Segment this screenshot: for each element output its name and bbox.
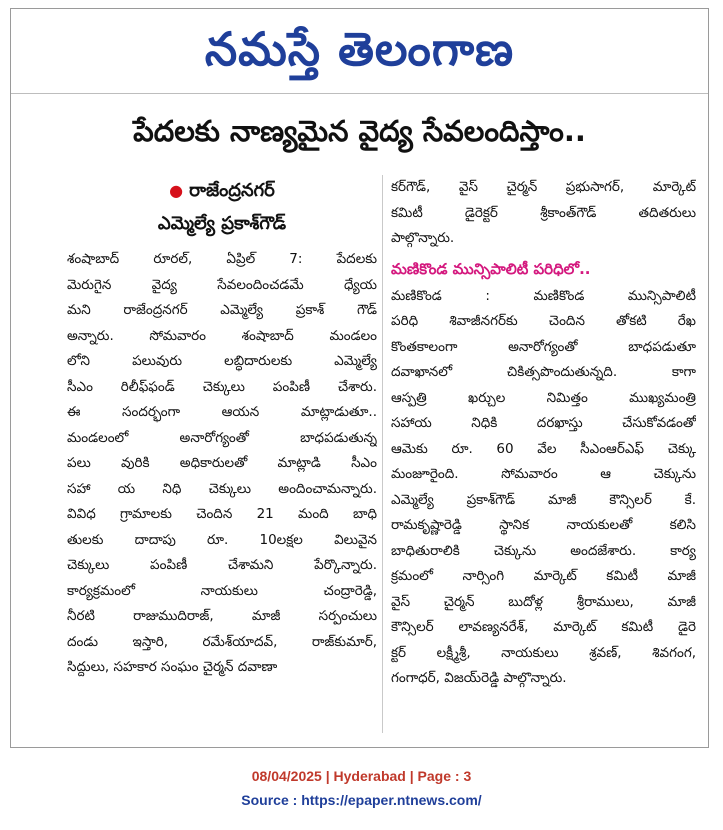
text-line: పరిధి శివాజీనగర్‌కు చెందిన తోకటి రేఖ: [391, 313, 696, 329]
right-bottom-text: [391, 284, 696, 692]
text-line: మంజూరైంది. సోమవారం ఆ చెక్కును: [391, 466, 696, 482]
text-line: సహాయ నిధికి దరఖాస్తు చేసుకోవడంతో: [391, 415, 696, 431]
text-line: వివిధ గ్రామాలకు చెందిన 21 మంది బాధి: [67, 506, 377, 522]
text-line: కౌన్సిలర్ లావణ్యనరేశ్, మార్కెట్ కమిటీ డైరె: [391, 619, 696, 635]
text-line: ఆస్పత్రి ఖర్చుల నిమిత్తం ముఖ్యమంత్రి: [391, 389, 696, 406]
epaper-clipping: [10, 8, 709, 748]
footer-dateline: 08/04/2025 | Hyderabad | Page : 3: [251, 768, 472, 784]
text-line: నీరటి రాజుముదిరాజ్, మాజీ సర్పంచులు: [67, 608, 377, 624]
text-line: కమిటీ డైరెక్టర్ శ్రీకాంత్‌గౌడ్ తదితరులు: [391, 204, 696, 221]
newspaper-masthead: నమస్తే తెలంగాణ: [204, 22, 515, 76]
text-line: సిద్దులు, సహకార సంఘం చైర్మన్ దవాణా: [67, 659, 278, 675]
text-line: మండలంలో అనారోగ్యంతో బాధపడుతున్న: [67, 429, 377, 446]
text-line: వైస్ చైర్మన్ బుదోళ్ల శ్రీరాములు, మాజీ: [391, 593, 696, 610]
text-line: దండు ఇస్తారి, రమేశ్‌యాదవ్, రాజ్‌కుమార్,: [67, 633, 377, 650]
text-line: ఈ సందర్భంగా ఆయన మాట్లాడుతూ..: [67, 404, 377, 420]
text-line: శంషాబాద్ రూరల్, ఏప్రిల్ 7: పేదలకు: [67, 251, 377, 267]
text-line: అన్నారు. సోమవారం శంషాబాద్ మండలం: [67, 327, 377, 344]
location-tag: [67, 175, 377, 207]
text-line: దవాఖానలో చికిత్సపొందుతున్నది. కాగా: [391, 364, 696, 380]
text-line: మణికొండ : మణికొండ మున్సిపాలిటీ: [391, 287, 696, 304]
masthead-divider: [11, 93, 708, 94]
text-line: కొంతకాలంగా అనారోగ్యంతో బాధపడుతూ: [391, 338, 696, 355]
text-line: కర్‌గౌడ్, వైస్ చైర్మన్ ప్రభుసాగర్, మార్కెట్: [391, 179, 696, 195]
text-line: బాధితురాలికి చెక్కును అందజేశారు. కార్య: [391, 542, 696, 559]
text-line: సీఎం రిలీఫ్‌ఫండ్ చెక్కులు పంపిణీ చేశారు.: [67, 378, 377, 395]
text-line: పలు వురికి అధికారులతో మాట్లాడి సీఎం: [67, 455, 377, 471]
text-line: ఆమెకు రూ. 60 వేల సీఎంఆర్‌ఎఫ్ చెక్కు: [391, 440, 696, 457]
bullet-dot-icon: ●: [169, 181, 184, 200]
text-line: రామకృష్ణారెడ్డి స్థానిక నాయకులతో కలిసి: [391, 517, 696, 533]
text-line: చెక్కులు పంపిణీ చేశామని పేర్కొన్నారు.: [67, 557, 377, 573]
page-footer: [0, 764, 723, 812]
text-line: మెరుగైన వైద్య సేవలందించడమే ధ్యేయ: [67, 276, 377, 293]
article-headline: పేదలకు నాణ్యమైన వైద్య సేవలందిస్తాం..: [133, 114, 586, 148]
location-tag-text: రాజేంద్రనగర్: [189, 180, 275, 201]
text-line: ఎమ్మెల్యే ప్రకాశ్‌గౌడ్ మాజీ కౌన్సిలర్ కే.: [391, 491, 696, 508]
text-line: తులకు దాదాపు రూ. 10లక్షల విలువైన: [67, 531, 377, 548]
right-top-text: [391, 175, 696, 252]
column-divider: [382, 175, 383, 733]
section-heading: మణికొండ మున్సిపాలిటీ పరిధిలో..: [391, 259, 591, 278]
left-body-text: [67, 247, 377, 681]
text-line: గంగాధర్, విజయ్‌రెడ్డి పాల్గొన్నారు.: [391, 670, 567, 686]
text-line: క్టర్ లక్ష్మీశ్రీ, నాయకులు శ్రవణ్, శివగంగ,: [391, 644, 696, 661]
text-line: కార్యక్రమంలో నాయకులు చంద్రారెడ్డి,: [67, 582, 377, 599]
right-column: [391, 175, 696, 692]
text-line: మని రాజేంద్రనగర్ ఎమ్మెల్యే ప్రకాశ్ గౌడ్: [67, 302, 377, 318]
text-line: క్రమంలో నార్సింగి మార్కెట్ కమిటీ మాజీ: [391, 568, 696, 584]
text-line: సహా య నిధి చెక్కులు అందించామన్నారు.: [67, 480, 377, 497]
text-line: పాల్గొన్నారు.: [391, 230, 455, 246]
article-subhead: ఎమ్మెల్యే ప్రకాశ్‌గౌడ్: [157, 213, 287, 234]
text-line: లోని పలువురు లబ్ధిదారులకు ఎమ్మెల్యే: [67, 353, 377, 369]
left-column: [67, 175, 377, 681]
footer-source: Source : https://epaper.ntnews.com/: [241, 792, 482, 808]
